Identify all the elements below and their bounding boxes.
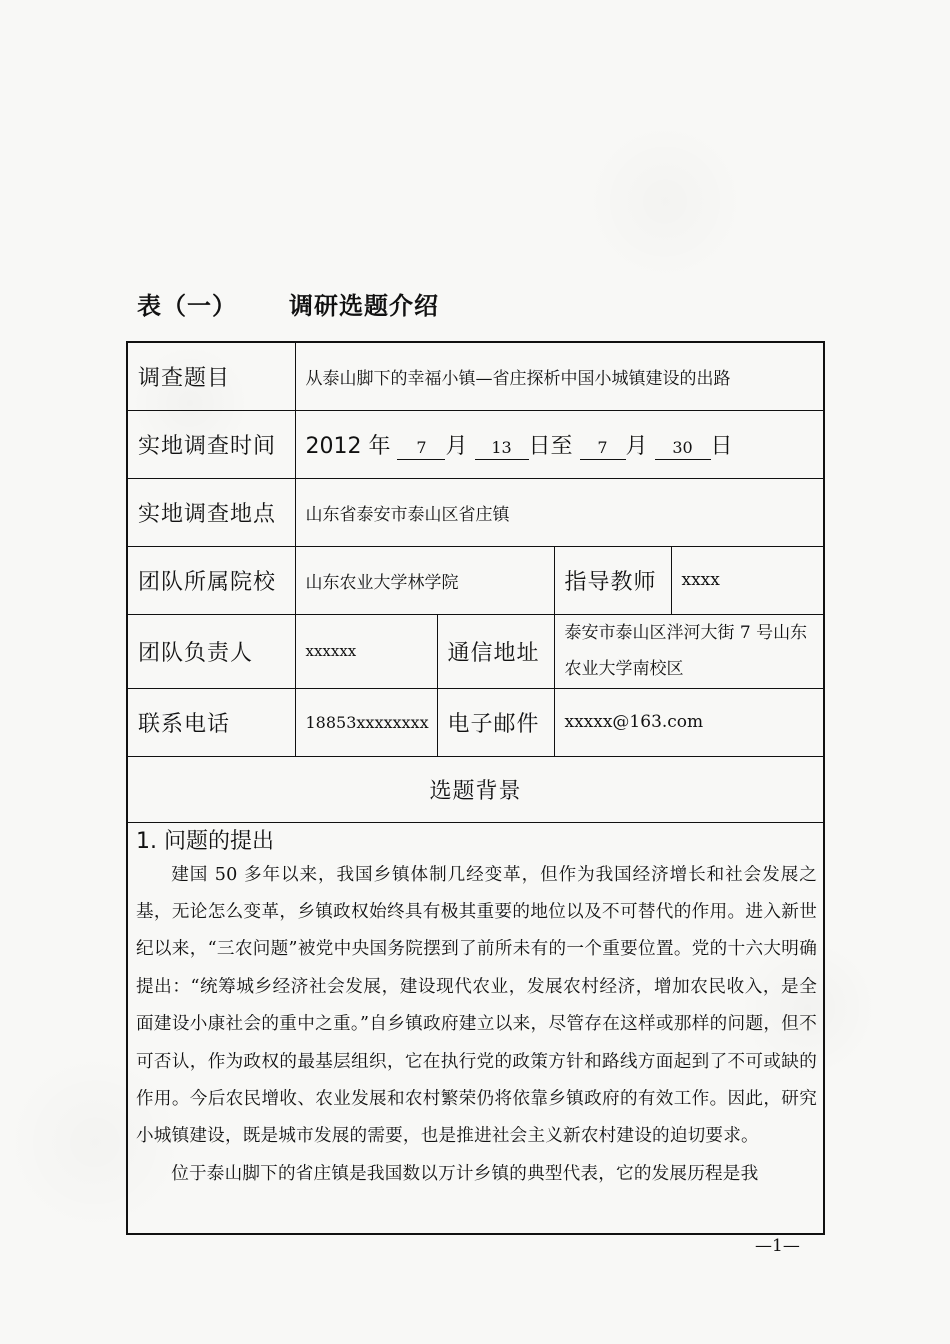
phone-value: 18853xxxxxxxx [295, 688, 437, 756]
advisor-label: 指导教师 [554, 546, 671, 614]
row-background-body [127, 822, 824, 1234]
address-value: 泰安市泰山区泮河大街 7 号山东农业大学南校区 [554, 614, 824, 688]
advisor-value: xxxx [671, 546, 824, 614]
time-start-day: 13 [475, 437, 529, 460]
leader-label: 团队负责人 [127, 614, 295, 688]
row-topic [127, 342, 824, 410]
question-heading: 1. 问题的提出 [136, 828, 274, 854]
time-value [295, 410, 824, 478]
row-school [127, 546, 824, 614]
topic-value: 从泰山脚下的幸福小镇—省庄探析中国小城镇建设的出路 [295, 342, 824, 410]
place-value: 山东省泰安市泰山区省庄镇 [295, 478, 824, 546]
phone-label: 联系电话 [127, 688, 295, 756]
paragraph-1: 建国 50 多年以来，我国乡镇体制几经变革，但作为我国经济增长和社会发展之基，无论怎么变革，乡镇政权始终具有极其重要的地位以及不可替代的作用。进入新世纪以来，“三农问题”被党中央国务院摆到了前所未有的一个重要位置。党的十六大明确提出：“统筹城乡经济社会发展，建设现代农业，发展农村经济，增加农民收入，是全面建设小康社会的重中之重。”自乡镇政府建立以来，尽管存在这样或那样的问题，但不可否认，作为政权的最基层组织，它在执行党的政策方针和路线方面起到了不可或缺的作用。今后农民增收、农业发展和农村繁荣仍将依靠乡镇政府的有效工作。因此，研究小城镇建设，既是城市发展的需要，也是推进社会主义新农村建设的迫切要求。 [136, 864, 817, 1147]
table-heading [137, 286, 439, 321]
table-number: 表（一） [137, 292, 237, 320]
paragraph-2: 位于泰山脚下的省庄镇是我国数以万计乡镇的典型代表，它的发展历程是我 [171, 1163, 759, 1184]
background-body [127, 822, 824, 1234]
time-end-day: 30 [655, 437, 711, 460]
row-leader [127, 614, 824, 688]
place-label: 实地调查地点 [127, 478, 295, 546]
table-title: 调研选题介绍 [289, 292, 439, 320]
row-phone [127, 688, 824, 756]
topic-label: 调查题目 [127, 342, 295, 410]
page-number: —1— [755, 1236, 800, 1256]
school-value: 山东农业大学林学院 [295, 546, 554, 614]
section-title: 选题背景 [127, 756, 824, 822]
row-section-head [127, 756, 824, 822]
row-place [127, 478, 824, 546]
time-end-month: 7 [580, 437, 626, 460]
time-month-char-1: 月 [445, 433, 468, 459]
time-month-char-2: 月 [625, 433, 648, 459]
time-label: 实地调查时间 [127, 410, 295, 478]
survey-form-table [126, 341, 825, 1235]
email-label: 电子邮件 [437, 688, 554, 756]
time-start-month: 7 [397, 437, 445, 460]
time-day-char: 日 [710, 433, 733, 459]
school-label: 团队所属院校 [127, 546, 295, 614]
time-year: 2012 年 [305, 433, 391, 459]
email-value: xxxxx@163.com [554, 688, 824, 756]
leader-value: xxxxxx [295, 614, 437, 688]
time-day-to: 日至 [528, 433, 573, 459]
address-label: 通信地址 [437, 614, 554, 688]
row-time [127, 410, 824, 478]
